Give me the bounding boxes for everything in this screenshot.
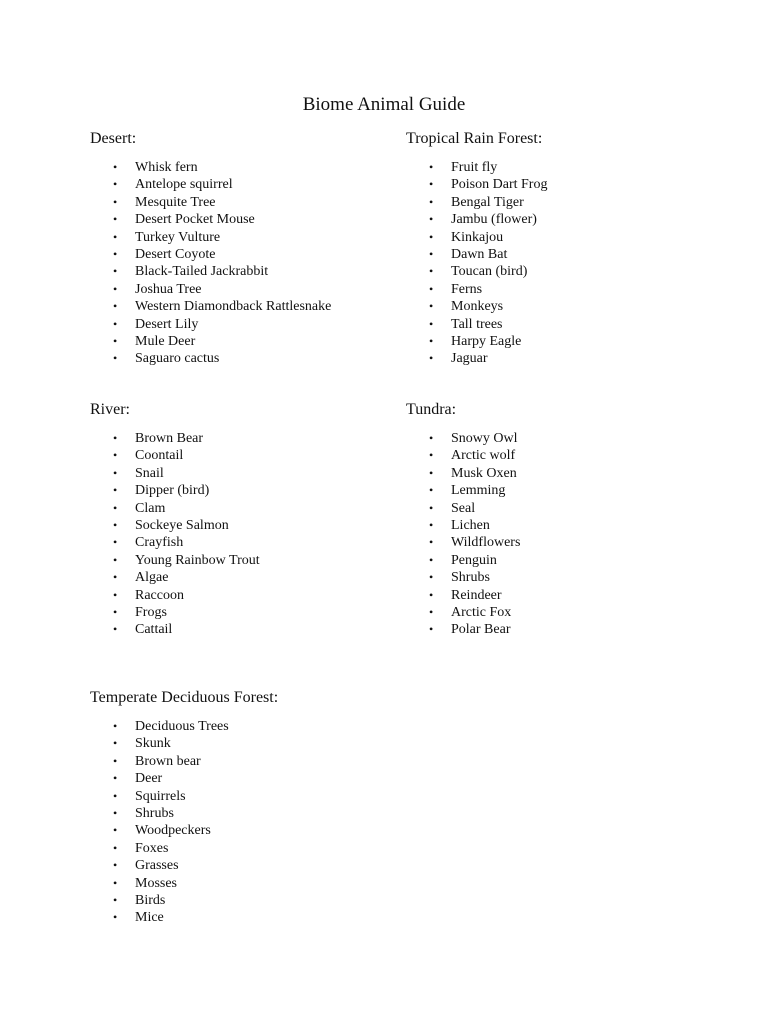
list-item: [90, 211, 331, 228]
list-item-label: Harpy Eagle: [451, 333, 522, 349]
bullet-icon: •: [429, 264, 434, 279]
list-item: [406, 447, 520, 464]
list-item: [90, 465, 260, 482]
list-item: [90, 350, 331, 367]
section-tropical-rain-forest: [406, 129, 548, 367]
list-item-label: Woodpeckers: [135, 823, 211, 839]
list-item: [406, 298, 547, 315]
bullet-icon: •: [113, 316, 118, 331]
list-item-label: Musk Oxen: [451, 465, 517, 481]
bullet-icon: •: [113, 160, 118, 174]
bullet-icon: •: [113, 604, 118, 619]
list-item: [90, 176, 331, 193]
bullet-icon: •: [429, 535, 434, 550]
list-item: [90, 718, 229, 735]
list-item-label: Deer: [135, 771, 163, 787]
list-item-label: Dipper (bird): [135, 483, 210, 499]
animal-list-temperate-deciduous-forest: [90, 718, 229, 927]
list-item-label: Foxes: [135, 840, 169, 856]
bullet-icon: •: [113, 552, 118, 567]
list-item: [90, 840, 229, 857]
bullet-icon: •: [113, 351, 118, 366]
bullet-icon: •: [113, 587, 118, 602]
bullet-icon: •: [113, 875, 118, 890]
list-item-label: Toucan (bird): [451, 264, 528, 280]
list-item-label: Jambu (flower): [451, 212, 537, 228]
list-item: [406, 482, 520, 499]
list-item: [406, 159, 547, 176]
list-item: [90, 892, 229, 909]
page-title: Biome Animal Guide: [302, 94, 466, 115]
list-item: [90, 770, 229, 787]
list-item: [406, 316, 547, 333]
list-item: [406, 176, 547, 193]
list-item-label: Desert Pocket Mouse: [135, 212, 255, 228]
list-item-label: Young Rainbow Trout: [135, 552, 260, 568]
list-item-label: Frogs: [135, 604, 167, 620]
list-item-label: Mule Deer: [135, 333, 196, 349]
list-item: [406, 534, 520, 551]
list-item: [406, 465, 520, 482]
section-heading-river: River:: [90, 401, 130, 418]
list-item-label: Grasses: [135, 858, 179, 874]
list-item: [406, 246, 547, 263]
bullet-icon: •: [429, 281, 434, 296]
list-item: [90, 159, 331, 176]
list-item: [90, 805, 229, 822]
list-item-label: Whisk fern: [135, 160, 198, 175]
list-item-label: Brown Bear: [135, 431, 204, 446]
bullet-icon: •: [429, 246, 434, 261]
list-item-label: Mosses: [135, 875, 178, 891]
section-tundra: [406, 400, 521, 638]
list-item: [90, 753, 229, 770]
animal-list-tundra: [406, 430, 520, 639]
list-item: [90, 621, 260, 638]
bullet-icon: •: [113, 465, 118, 480]
list-item-label: Desert Lily: [135, 316, 199, 332]
bullet-icon: •: [113, 483, 118, 498]
list-item-label: Arctic wolf: [451, 448, 516, 464]
section-river: [90, 400, 260, 638]
list-item: [90, 281, 331, 298]
list-item-label: Crayfish: [135, 535, 184, 551]
bullet-icon: •: [429, 229, 434, 244]
list-item-label: Dawn Bat: [451, 246, 508, 262]
list-item-label: Brown bear: [135, 753, 201, 769]
bullet-icon: •: [429, 333, 434, 348]
list-item-label: Shrubs: [135, 805, 174, 821]
list-item-label: Fruit fly: [451, 160, 498, 175]
list-item-label: Coontail: [135, 448, 184, 464]
list-item: [90, 316, 331, 333]
bullet-icon: •: [113, 771, 118, 786]
list-item-label: Black-Tailed Jackrabbit: [135, 264, 269, 280]
list-item: [90, 735, 229, 752]
list-item: [406, 281, 547, 298]
bullet-icon: •: [113, 736, 118, 751]
bullet-icon: •: [429, 299, 434, 314]
list-item-label: Tall trees: [451, 316, 503, 332]
bullet-icon: •: [113, 858, 118, 873]
bullet-icon: •: [429, 604, 434, 619]
list-item: [90, 552, 260, 569]
list-item: [90, 788, 229, 805]
list-item-label: Western Diamondback Rattlesnake: [135, 299, 332, 315]
list-item-label: Kinkajou: [451, 229, 504, 245]
bullet-icon: •: [113, 246, 118, 261]
bullet-icon: •: [113, 448, 118, 463]
bullet-icon: •: [113, 500, 118, 515]
bullet-icon: •: [429, 483, 434, 498]
list-item-label: Snowy Owl: [451, 431, 518, 446]
section-desert: [90, 129, 332, 367]
bullet-icon: •: [429, 622, 434, 637]
list-item-label: Wildflowers: [451, 535, 521, 551]
bullet-icon: •: [113, 840, 118, 855]
bullet-icon: •: [113, 788, 118, 803]
bullet-icon: •: [113, 264, 118, 279]
list-item-label: Squirrels: [135, 788, 186, 804]
list-item: [406, 500, 520, 517]
bullet-icon: •: [113, 910, 118, 925]
bullet-icon: •: [113, 892, 118, 907]
list-item: [90, 194, 331, 211]
list-item: [406, 263, 547, 280]
list-item-label: Raccoon: [135, 587, 184, 603]
list-item-label: Snail: [135, 465, 164, 481]
bullet-icon: •: [113, 823, 118, 838]
animal-list-desert: [90, 159, 331, 368]
bullet-icon: •: [113, 299, 118, 314]
list-item: [90, 500, 260, 517]
list-item: [406, 517, 520, 534]
bullet-icon: •: [429, 351, 434, 366]
list-item: [90, 875, 229, 892]
list-item: [406, 587, 520, 604]
list-item-label: Saguaro cactus: [135, 351, 220, 367]
list-item-label: Clam: [135, 500, 166, 516]
list-item: [90, 857, 229, 874]
list-item-label: Jaguar: [451, 351, 488, 367]
list-item-label: Mice: [135, 910, 164, 926]
bullet-icon: •: [113, 719, 118, 733]
bullet-icon: •: [429, 448, 434, 463]
bullet-icon: •: [113, 431, 118, 445]
list-item-label: Deciduous Trees: [135, 719, 229, 734]
list-item: [90, 534, 260, 551]
list-item: [406, 350, 547, 367]
bullet-icon: •: [429, 316, 434, 331]
list-item-label: Sockeye Salmon: [135, 517, 229, 533]
list-item-label: Desert Coyote: [135, 246, 216, 262]
list-item: [406, 333, 547, 350]
bullet-icon: •: [113, 177, 118, 192]
list-item-label: Polar Bear: [451, 622, 511, 638]
list-item: [406, 229, 547, 246]
list-item: [90, 229, 331, 246]
bullet-icon: •: [429, 587, 434, 602]
list-item: [406, 569, 520, 586]
list-item-label: Seal: [451, 500, 476, 516]
bullet-icon: •: [113, 622, 118, 637]
list-item: [406, 621, 520, 638]
list-item-label: Turkey Vulture: [135, 229, 221, 245]
list-item: [406, 194, 547, 211]
bullet-icon: •: [429, 465, 434, 480]
list-item-label: Reindeer: [451, 587, 502, 603]
list-item-label: Poison Dart Frog: [451, 177, 548, 193]
list-item: [90, 517, 260, 534]
bullet-icon: •: [113, 570, 118, 585]
list-item-label: Cattail: [135, 622, 173, 638]
list-item: [406, 604, 520, 621]
list-item: [90, 909, 229, 926]
section-heading-desert: Desert:: [90, 130, 137, 147]
list-item-label: Ferns: [451, 281, 483, 297]
list-item: [90, 447, 260, 464]
bullet-icon: •: [113, 535, 118, 550]
list-item-label: Bengal Tiger: [451, 194, 524, 210]
section-heading-tundra: Tundra:: [406, 401, 457, 418]
list-item-label: Algae: [135, 570, 169, 586]
bullet-icon: •: [113, 517, 118, 532]
list-item: [406, 211, 547, 228]
list-item-label: Lemming: [451, 483, 506, 499]
list-item-label: Joshua Tree: [135, 281, 202, 297]
list-item: [90, 298, 331, 315]
list-item: [90, 482, 260, 499]
list-item: [90, 604, 260, 621]
bullet-icon: •: [429, 212, 434, 227]
section-heading-temperate-deciduous-forest: Temperate Deciduous Forest:: [90, 689, 279, 706]
list-item: [90, 246, 331, 263]
bullet-icon: •: [429, 431, 434, 445]
bullet-icon: •: [113, 333, 118, 348]
list-item-label: Monkeys: [451, 299, 504, 315]
bullet-icon: •: [113, 753, 118, 768]
list-item-label: Birds: [135, 892, 166, 908]
bullet-icon: •: [113, 212, 118, 227]
bullet-icon: •: [113, 281, 118, 296]
bullet-icon: •: [429, 177, 434, 192]
section-heading-tropical-rain-forest: Tropical Rain Forest:: [406, 130, 543, 147]
list-item: [90, 822, 229, 839]
bullet-icon: •: [113, 194, 118, 209]
list-item-label: Arctic Fox: [451, 604, 512, 620]
list-item: [90, 430, 260, 447]
list-item: [406, 430, 520, 447]
list-item: [90, 569, 260, 586]
bullet-icon: •: [429, 194, 434, 209]
list-item-label: Lichen: [451, 517, 490, 533]
bullet-icon: •: [429, 160, 434, 174]
list-item-label: Shrubs: [451, 570, 490, 586]
list-item: [90, 333, 331, 350]
bullet-icon: •: [429, 570, 434, 585]
list-item: [406, 552, 520, 569]
list-item: [90, 587, 260, 604]
list-item: [90, 263, 331, 280]
list-item-label: Skunk: [135, 736, 171, 752]
animal-list-tropical-rain-forest: [406, 159, 547, 368]
animal-list-river: [90, 430, 260, 639]
list-item-label: Mesquite Tree: [135, 194, 216, 210]
bullet-icon: •: [113, 805, 118, 820]
bullet-icon: •: [429, 500, 434, 515]
list-item-label: Antelope squirrel: [135, 177, 233, 193]
list-item-label: Penguin: [451, 552, 497, 568]
section-temperate-deciduous-forest: [90, 688, 279, 926]
bullet-icon: •: [429, 517, 434, 532]
bullet-icon: •: [113, 229, 118, 244]
bullet-icon: •: [429, 552, 434, 567]
